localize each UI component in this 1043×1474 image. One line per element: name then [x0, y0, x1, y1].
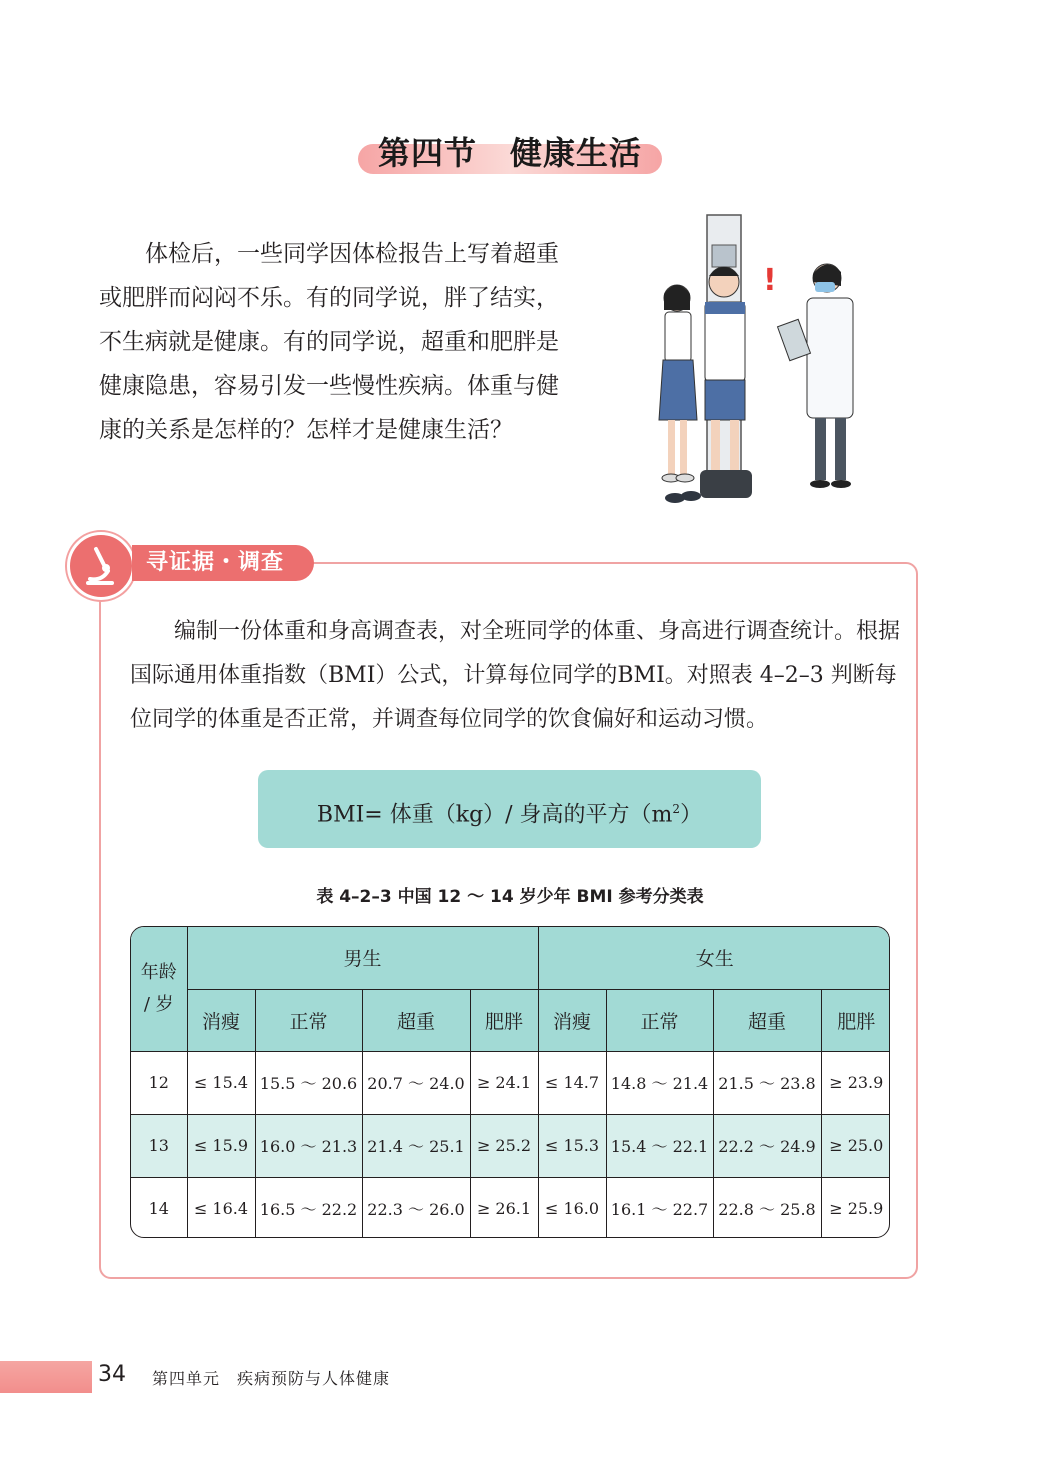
group-header-female: 女生 [538, 927, 890, 989]
table-cell: 13 [131, 1114, 187, 1177]
age-header-line2: / 岁 [143, 993, 174, 1015]
table-cell: ≤ 15.9 [187, 1114, 255, 1177]
table-cell: 16.0 ～ 21.3 [255, 1114, 362, 1177]
formula-end: ） [680, 802, 703, 828]
activity-badge [67, 532, 135, 600]
table-row [131, 1051, 890, 1114]
table-row [131, 1114, 890, 1177]
table-cell: 14 [131, 1177, 187, 1238]
activity-text: 编制一份体重和身高调查表，对全班同学的体重、身高进行调查统计。根据国际通用体重指数（BMI）公式，计算每位同学的BMI。对照表 4–2–3 判断每位同学的体重是否正常，并调查每位同学的饮食偏好和运动习惯。 [130, 619, 901, 732]
table-cell: ≤ 15.3 [538, 1114, 606, 1177]
section-title [358, 128, 662, 174]
group-header-male: 男生 [187, 927, 538, 989]
table-cell: 15.5 ～ 20.6 [255, 1051, 362, 1114]
section-title-text: 第四节 健康生活 [377, 134, 642, 172]
table-cell: 20.7 ～ 24.0 [362, 1051, 470, 1114]
column-header: 消瘦 [187, 989, 255, 1051]
table-cell: ≤ 16.4 [187, 1177, 255, 1238]
column-header: 正常 [606, 989, 713, 1051]
table-cell: ≥ 25.9 [821, 1177, 890, 1238]
table-cell: 15.4 ～ 22.1 [606, 1114, 713, 1177]
table-cell: 22.3 ～ 26.0 [362, 1177, 470, 1238]
age-header [131, 927, 187, 1051]
table-cell: ≤ 15.4 [187, 1051, 255, 1114]
table-cell: 22.8 ～ 25.8 [713, 1177, 821, 1238]
column-header: 正常 [255, 989, 362, 1051]
column-header: 肥胖 [821, 989, 890, 1051]
table-cell: 16.1 ～ 22.7 [606, 1177, 713, 1238]
table-cell: ≥ 26.1 [470, 1177, 538, 1238]
formula-main: BMI= 体重（kg）/ 身高的平方（m [316, 802, 673, 828]
table-cell: ≥ 23.9 [821, 1051, 890, 1114]
intro-paragraph: 体检后，一些同学因体检报告上写着超重或肥胖而闷闷不乐。有的同学说，胖了结实，不生病就是健康。有的同学说，超重和肥胖是健康隐患，容易引发一些慢性疾病。体重与健康的关系是怎样的？怎样才是健康生活？ [99, 241, 559, 443]
table-cell: 14.8 ～ 21.4 [606, 1051, 713, 1114]
table-cell: 22.2 ～ 24.9 [713, 1114, 821, 1177]
table-cell: 12 [131, 1051, 187, 1114]
table-cell: ≥ 24.1 [470, 1051, 538, 1114]
age-header-line1: 年龄 [140, 961, 177, 983]
table-caption: 表 4–2–3 中国 12 ～ 14 岁少年 BMI 参考分类表 [316, 887, 704, 907]
footer-bar [0, 1361, 92, 1393]
bmi-formula [258, 770, 761, 848]
column-header: 消瘦 [538, 989, 606, 1051]
table-cell: ≤ 14.7 [538, 1051, 606, 1114]
table-cell: 21.4 ～ 25.1 [362, 1114, 470, 1177]
footer-unit-title: 第四单元 疾病预防与人体健康 [152, 1369, 391, 1388]
microscope-icon [70, 535, 132, 597]
health-check-illustration [655, 210, 865, 510]
column-header: 肥胖 [470, 989, 538, 1051]
column-header: 超重 [713, 989, 821, 1051]
table-row [131, 1177, 890, 1238]
formula-superscript: 2 [672, 802, 681, 816]
table-cell: ≥ 25.2 [470, 1114, 538, 1177]
page-number: 34 [98, 1362, 126, 1387]
svg-text:!: ! [763, 263, 777, 298]
bmi-table [130, 926, 890, 1238]
column-header: 超重 [362, 989, 470, 1051]
table-cell: ≥ 25.0 [821, 1114, 890, 1177]
table-cell: 21.5 ～ 23.8 [713, 1051, 821, 1114]
activity-badge-label: 寻证据・调查 [132, 545, 314, 581]
table-cell: ≤ 16.0 [538, 1177, 606, 1238]
table-cell: 16.5 ～ 22.2 [255, 1177, 362, 1238]
